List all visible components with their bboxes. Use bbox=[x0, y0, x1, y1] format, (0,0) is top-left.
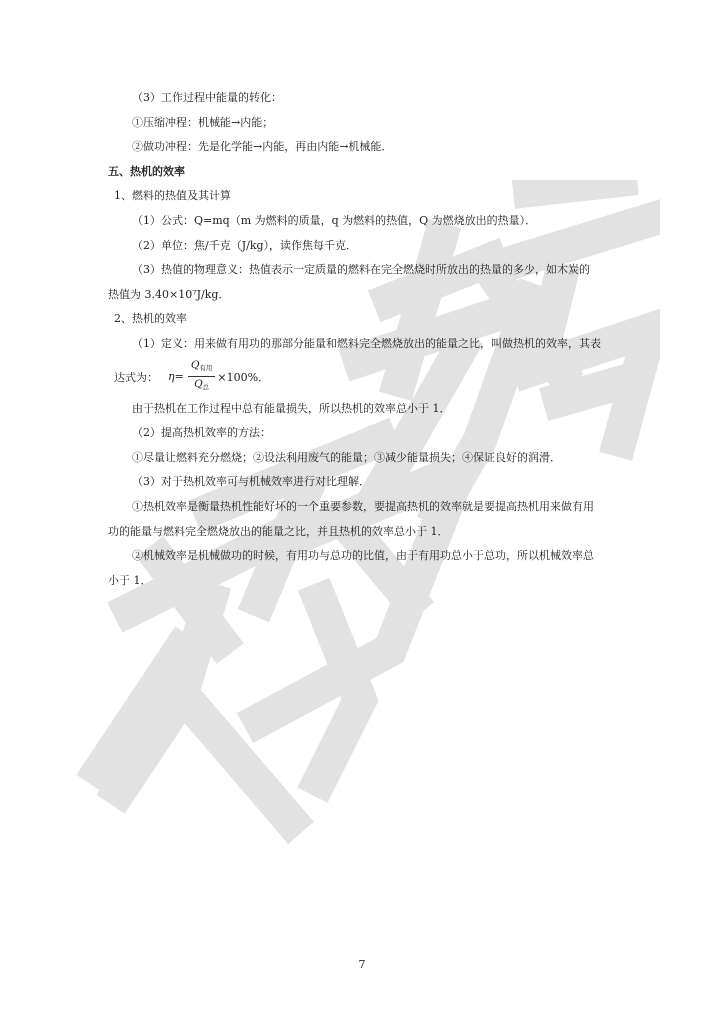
formula-fraction bbox=[188, 359, 216, 394]
text-line: （2）单位：焦/千克（J/kg），读作焦每千克． bbox=[132, 238, 358, 252]
text-line: 小于 1． bbox=[108, 573, 152, 587]
text-line: ②机械效率是机械做功的时候，有用功与总功的比值，由于有用功总小于总功，所以机械效率总 bbox=[132, 549, 594, 563]
formula-prefix: 达式为： bbox=[114, 370, 158, 384]
text-line: （3）对于热机效率可与机械效率进行对比理解． bbox=[132, 475, 370, 489]
text-line: （1）公式：Q=mq（m 为燃料的质量，q 为燃料的热值，Q 为燃烧放出的热量）． bbox=[132, 213, 537, 227]
subsection-heading: 2、热机的效率 bbox=[114, 312, 187, 326]
text-line: ①尽量让燃料充分燃烧；②设法利用废气的能量；③减少能量损失；④保证良好的润滑． bbox=[132, 450, 561, 464]
text-line: （3）工作过程中能量的转化： bbox=[132, 91, 282, 104]
formula-eta: η= bbox=[168, 370, 184, 384]
text-line: （2）提高热机效率的方法： bbox=[132, 426, 271, 440]
formula-suffix: ×100%． bbox=[217, 370, 270, 384]
text-line: ①压缩冲程：机械能→内能； bbox=[132, 115, 274, 129]
formula-numerator: Q有用 bbox=[188, 359, 216, 377]
text-line: 热值为 3.40×10⁷J/kg． bbox=[108, 287, 230, 301]
text-line: 由于热机在工作过程中总有能量损失，所以热机的效率总小于 1． bbox=[132, 401, 451, 415]
text-line: （3）热值的物理意义：热值表示一定质量的燃料在完全燃烧时所放出的热量的多少，如木炭的 bbox=[132, 263, 590, 277]
section-heading: 五、热机的效率 bbox=[108, 164, 185, 178]
text-line: （1）定义：用来做有用功的那部分能量和燃料完全燃烧放出的能量之比，叫做热机的效率，其表 bbox=[132, 336, 601, 350]
text-line: ①热机效率是衡量热机性能好坏的一个重要参数，要提高热机的效率就是要提高热机用来做有用 bbox=[132, 499, 594, 513]
document-body bbox=[108, 86, 618, 593]
subsection-heading: 1、燃料的热值及其计算 bbox=[114, 189, 231, 203]
page-number: 7 bbox=[358, 958, 366, 971]
text-line: 功的能量与燃料完全燃烧放出的能量之比，并且热机的效率总小于 1． bbox=[108, 524, 449, 538]
text-line: ②做功冲程：先是化学能→内能，再由内能→机械能． bbox=[132, 140, 393, 154]
efficiency-formula bbox=[108, 357, 618, 397]
formula-denominator: Q总 bbox=[194, 378, 210, 392]
